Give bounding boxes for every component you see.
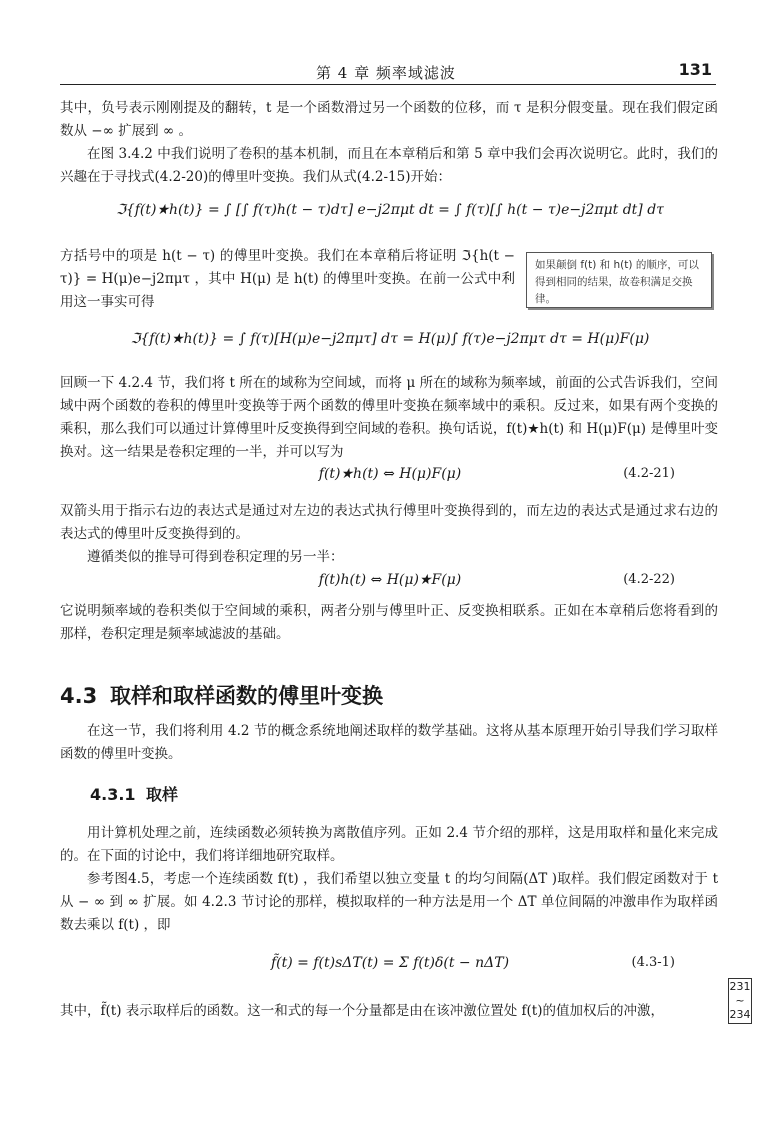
chapter-title: 第 4 章 频率域滤波 [316, 64, 456, 82]
margin-ref-top: 231 [729, 980, 751, 993]
paragraph-2: 在图 3.4.2 中我们说明了卷积的基本机制，而且在本章稍后和第 5 章中我们会再次说明它。此时，我们的兴趣在于寻找式(4.2-20)的傅里叶变换。我们从式(4.2-15)开始： [60, 146, 718, 185]
paragraph-1: 其中，负号表示刚刚提及的翻转，t 是一个函数滑过另一个函数的位移，而 τ 是积分假变量。现在我们假定函数从 −∞ 扩展到 ∞ 。 [60, 100, 718, 139]
paragraph-4: 回顾一下 4.2.4 节，我们将 t 所在的域称为空间域，而将 μ 所在的域称为频率域，前面的公式告诉我们，空间域中两个函数的卷积的傅里叶变换等于两个函数的傅里叶变换在频率域中的乘积。反过来，如果有两个变换的乘积，那么我们可以通过计算傅里叶反变换得到空间域的卷积。换句话说，f(t)★h(t) 和 H(μ)F(μ) 是傅里叶变换对。这一结果是卷积定理的一半，并可以写为 [60, 375, 718, 460]
equation-4-2-22 [60, 572, 720, 588]
equation-4-3-1-body: f̃(t) = f(t)sΔT(t) = Σ f(t)δ(t − nΔT) [270, 955, 510, 971]
page-number: 131 [678, 60, 712, 79]
margin-ref-bottom: 234 [729, 1008, 751, 1021]
page-header [60, 60, 716, 85]
paragraph-9: 用计算机处理之前，连续函数必须转换为离散值序列。正如 2.4 节介绍的那样，这是用取样和量化来完成的。在下面的讨论中，我们将详细地研究取样。 [60, 825, 718, 864]
section-title: 取样和取样函数的傅里叶变换 [110, 684, 383, 708]
section-number: 4.3 [60, 684, 98, 708]
paragraph-3: 方括号中的项是 h(t − τ) 的傅里叶变换。我们在本章稍后将证明 ℑ{h(t − τ)} = H(μ)e−j2πμτ ，其中 H(μ) 是 h(t) 的傅里叶变换。在前一公式中利用这一事实可得 [60, 248, 515, 310]
paragraph-6: 遵循类似的推导可得到卷积定理的另一半： [87, 549, 344, 565]
equation-convolution-result: ℑ{f(t)★h(t)} = ∫ f(τ)[H(μ)e−j2πμτ] dτ = H(μ)∫ f(τ)e−j2πμτ dτ = H(μ)F(μ) [130, 331, 650, 347]
paragraph-5: 双箭头用于指示右边的表达式是通过对左边的表达式执行傅里叶变换得到的，而左边的表达式是通过求右边的表达式的傅里叶反变换得到的。 [60, 503, 718, 542]
margin-page-reference [728, 978, 752, 1024]
margin-note: 如果颠倒 f(t) 和 h(t) 的顺序，可以得到相同的结果，故卷积满足交换律。 [526, 252, 712, 308]
equation-fourier-of-convolution: ℑ{f(t)★h(t)} = ∫ [∫ f(τ)h(t − τ)dτ] e−j2πμt dt = ∫ f(τ)[∫ h(t − τ)e−j2πμt dt] dτ [116, 202, 664, 218]
equation-4-3-1-number: (4.3-1) [631, 955, 675, 970]
section-heading [60, 680, 383, 710]
subsection-number: 4.3.1 [90, 785, 136, 804]
paragraph-8: 在这一节，我们将利用 4.2 节的概念系统地阐述取样的数学基础。这将从基本原理开始引导我们学习取样函数的傅里叶变换。 [60, 723, 718, 762]
subsection-heading [90, 782, 178, 805]
equation-4-2-22-body: f(t)h(t) ⇔ H(μ)★F(μ) [318, 572, 462, 588]
paragraph-11: 其中，f̃(t) 表示取样后的函数。这一和式的每一个分量都是由在该冲激位置处 f(t)的值加权后的冲激， [60, 1003, 664, 1019]
paragraph-10: 参考图4.5，考虑一个连续函数 f(t) ，我们希望以独立变量 t 的均匀间隔(ΔT )取样。我们假定函数对于 t 从 − ∞ 到 ∞ 扩展。如 4.2.3 节讨论的那样，模拟取样的一种方法是用一个 ΔT 单位间隔的冲激串作为取样函数去乘以 f(t) ，即 [60, 871, 718, 933]
equation-4-2-21-body: f(t)★h(t) ⇔ H(μ)F(μ) [318, 466, 462, 482]
subsection-title: 取样 [146, 785, 179, 804]
equation-4-2-22-number: (4.2-22) [623, 572, 675, 587]
equation-4-2-21-number: (4.2-21) [623, 466, 675, 481]
margin-ref-mid: ~ [735, 994, 745, 1007]
equation-4-2-21 [60, 466, 720, 482]
paragraph-7: 它说明频率域的卷积类似于空间域的乘积，两者分别与傅里叶正、反变换相联系。正如在本章稍后您将看到的那样，卷积定理是频率域滤波的基础。 [60, 603, 718, 642]
equation-4-3-1 [60, 955, 720, 971]
